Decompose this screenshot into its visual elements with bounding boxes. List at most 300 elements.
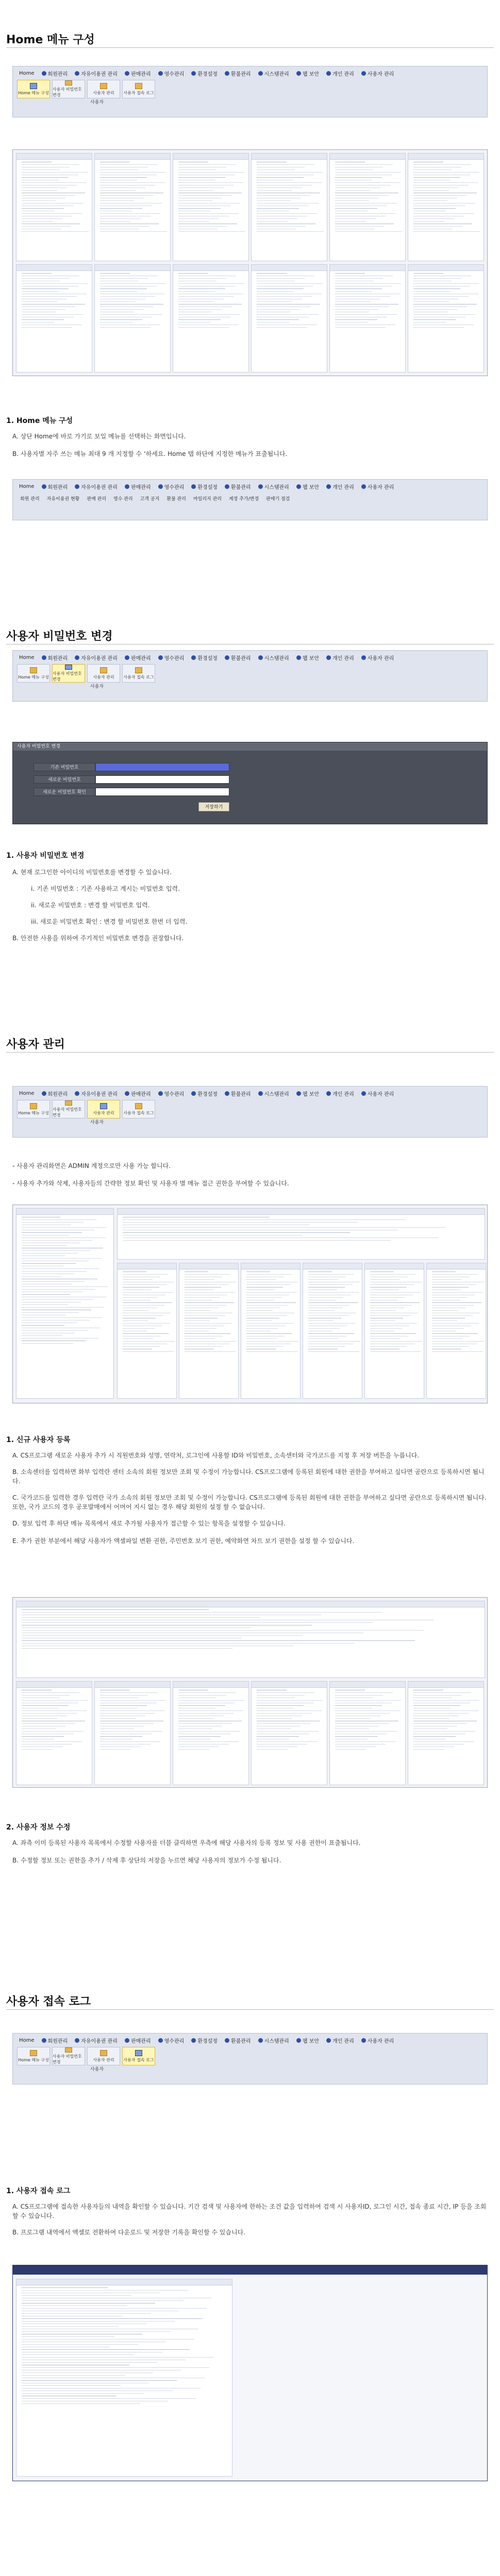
menu-home[interactable]: Home xyxy=(19,70,35,76)
menu-line xyxy=(257,322,289,323)
menu-item-7[interactable]: 웹 보안 xyxy=(294,2036,321,2045)
menu-line xyxy=(257,1728,291,1729)
menu-column xyxy=(16,2279,232,2477)
menu-item-0[interactable]: 회원관리 xyxy=(40,482,70,492)
menu-line xyxy=(100,1718,136,1719)
menu-line xyxy=(22,1609,209,1610)
folder-icon xyxy=(30,83,37,89)
menu-column xyxy=(16,1681,92,1785)
folder-icon xyxy=(65,80,72,86)
menu-item-3[interactable]: 영수관리 xyxy=(156,482,187,492)
menu-item-8[interactable]: 개인 관리 xyxy=(324,2036,356,2045)
menu-item-6[interactable]: 시스템관리 xyxy=(256,1089,291,1098)
users-bullet-1: - 사용자 관리화면은 ADMIN 계정으로만 사용 가능 합니다. xyxy=(12,1162,171,1170)
tab-password[interactable]: 사용자 비밀번호 변경 xyxy=(52,2047,85,2065)
menu-line xyxy=(413,314,475,315)
password-item-b: B. 안전한 사용을 위하여 주기적인 비밀번호 변경을 권장합니다. xyxy=(12,935,184,942)
log-menu-strip xyxy=(12,2033,488,2084)
menu-item-4[interactable]: 환경설정 xyxy=(189,1089,220,1098)
menu-line xyxy=(22,319,64,320)
menu-line xyxy=(22,1705,69,1706)
menu-line xyxy=(432,1302,481,1303)
menu-column xyxy=(251,1681,327,1785)
menu-line xyxy=(308,1338,339,1339)
menu-line xyxy=(413,1705,460,1706)
menu-line xyxy=(22,2349,190,2350)
menu-line xyxy=(257,1700,323,1701)
menu-item-7[interactable]: 웹 보안 xyxy=(294,653,321,663)
system-icon xyxy=(258,655,263,660)
menu-line xyxy=(335,1705,382,1706)
menu-line xyxy=(22,1741,82,1742)
menu-item-8[interactable]: 개인 관리 xyxy=(324,482,356,492)
menu-home[interactable]: Home xyxy=(19,1090,35,1096)
menu-line xyxy=(370,1346,407,1347)
menu-line xyxy=(185,1320,210,1321)
menu-line xyxy=(257,200,291,201)
menu-line xyxy=(370,1320,395,1321)
menu-line xyxy=(432,1292,482,1293)
menu-line xyxy=(178,309,222,310)
menu-line xyxy=(257,1718,292,1719)
menu-line xyxy=(22,1268,99,1269)
section-title-log: 사용자 접속 로그 xyxy=(6,1995,91,2008)
shortcut-4[interactable]: 고객 공지 xyxy=(140,497,160,502)
member-icon xyxy=(42,71,46,76)
menu-home[interactable]: Home xyxy=(19,2037,35,2043)
tab-home-menu[interactable]: Home 메뉴 구성 xyxy=(17,664,50,683)
log-item-b: B. 프로그램 내역에서 액셀로 전환하여 다운로드 및 저장한 기록을 확인할 수 있습니다. xyxy=(12,2229,245,2236)
menu-line xyxy=(308,1346,345,1347)
menu-line xyxy=(308,1302,358,1303)
old-password-row xyxy=(34,763,229,771)
menu-item-5[interactable]: 환불관리 xyxy=(223,482,253,492)
menu-column xyxy=(94,264,171,372)
menu-line xyxy=(185,1274,230,1275)
menu-line xyxy=(178,1710,243,1711)
tab-password[interactable]: 사용자 비밀번호 변경 xyxy=(52,1100,85,1118)
menu-line xyxy=(123,1240,391,1241)
menu-line xyxy=(178,1731,240,1732)
menu-item-4[interactable]: 환경설정 xyxy=(189,482,220,492)
folder-icon xyxy=(100,667,107,673)
menu-item-6[interactable]: 시스템관리 xyxy=(256,482,291,492)
folder-icon xyxy=(135,2050,142,2056)
column-header xyxy=(330,154,405,160)
personal-icon xyxy=(326,2038,331,2043)
tab-log[interactable]: 사용자 접속 로그 xyxy=(122,664,155,683)
menu-item-5[interactable]: 환불관리 xyxy=(223,1089,253,1098)
menu-line xyxy=(246,1297,281,1298)
menu-line xyxy=(335,208,377,209)
menu-line xyxy=(178,177,225,178)
menu-item-0[interactable]: 회원관리 xyxy=(40,1089,70,1098)
menu-column xyxy=(117,1208,485,1260)
menu-item-6[interactable]: 시스템관리 xyxy=(256,2036,291,2045)
menu-item-1[interactable]: 자유이용권 관리 xyxy=(73,482,120,492)
menu-line xyxy=(22,1304,68,1305)
column-header xyxy=(427,1263,486,1269)
menu-line xyxy=(178,322,211,323)
menu-line xyxy=(123,1323,170,1324)
menu-line xyxy=(22,226,71,227)
menu-item-9[interactable]: 사용자 관리 xyxy=(359,653,396,663)
menu-line xyxy=(178,327,229,328)
menu-line xyxy=(308,1328,340,1329)
menu-item-3[interactable]: 영수관리 xyxy=(156,69,187,78)
folder-icon xyxy=(135,83,142,89)
menu-line xyxy=(22,1648,232,1649)
menu-item-1[interactable]: 자유이용권 관리 xyxy=(73,2036,120,2045)
menu-line xyxy=(22,2344,138,2345)
menu-item-9[interactable]: 사용자 관리 xyxy=(359,1089,396,1098)
menu-item-4[interactable]: 환경설정 xyxy=(189,2036,220,2045)
menu-line xyxy=(22,1630,424,1631)
member-icon xyxy=(42,2038,46,2043)
menu-line xyxy=(185,1310,211,1311)
column-header xyxy=(173,1682,248,1688)
menu-line xyxy=(100,273,130,274)
menu-column xyxy=(241,1263,301,1399)
menu-line xyxy=(413,1718,449,1719)
tab-users[interactable]: 사용자 관리 xyxy=(87,2047,120,2065)
menu-line xyxy=(370,1351,421,1352)
menu-line xyxy=(432,1323,479,1324)
column-header xyxy=(252,265,327,271)
menu-line xyxy=(335,314,397,315)
menu-item-1[interactable]: 자유이용권 관리 xyxy=(73,69,120,78)
menu-item-2[interactable]: 판매관리 xyxy=(123,482,153,492)
menu-column xyxy=(173,264,249,372)
menu-line xyxy=(432,1328,464,1329)
menu-line xyxy=(413,1736,456,1737)
tab-home-menu[interactable]: Home 메뉴 구성 xyxy=(17,1100,50,1118)
menu-line xyxy=(178,218,219,219)
old-password-field[interactable] xyxy=(95,763,229,771)
menu-item-3[interactable]: 영수관리 xyxy=(156,2036,187,2045)
menu-item-0[interactable]: 회원관리 xyxy=(40,653,70,663)
menu-line xyxy=(22,1622,373,1623)
shortcut-8[interactable]: 판매기 점검 xyxy=(266,497,290,502)
menu-line xyxy=(100,213,160,214)
menu-line xyxy=(22,1294,70,1295)
column-header xyxy=(252,154,327,160)
menu-line xyxy=(22,2308,207,2309)
confirm-password-field[interactable] xyxy=(95,788,229,796)
sales-icon xyxy=(125,71,129,76)
menu-item-4[interactable]: 환경설정 xyxy=(189,653,220,663)
column-header xyxy=(16,2279,232,2285)
sales-icon xyxy=(125,1091,129,1096)
menu-line xyxy=(22,2362,157,2363)
divider xyxy=(6,2009,494,2010)
menu-line xyxy=(100,231,167,232)
menu-line xyxy=(100,1749,131,1750)
menu-line xyxy=(22,1258,101,1259)
tab-log[interactable]: 사용자 접속 로그 xyxy=(122,2047,155,2065)
access-log-screenshot xyxy=(12,2265,488,2481)
menu-item-3[interactable]: 영수관리 xyxy=(156,1089,187,1098)
tab-password[interactable]: 사용자 비밀번호 변경 xyxy=(52,80,85,98)
folder-icon xyxy=(135,1103,142,1109)
log-item-a: A. CS프로그램에 접속한 사용자들의 내역을 확인할 수 있습니다. 기간 검색 및 사용자에 한하는 조건 값을 입력하여 검색 시 사용자ID, 로그인 시간, 접속 종료 시간, IP 등을 조회할 수 있습니다. xyxy=(12,2203,487,2219)
menu-line xyxy=(123,1279,153,1280)
section-title-home: Home 메뉴 구성 xyxy=(6,33,95,46)
column-header xyxy=(118,1209,485,1215)
menu-column xyxy=(16,153,92,261)
menu-item-0[interactable]: 회원관리 xyxy=(40,2036,70,2045)
menu-line xyxy=(22,1232,82,1233)
menu-line xyxy=(432,1320,457,1321)
menu-line xyxy=(335,177,382,178)
menu-item-2[interactable]: 판매관리 xyxy=(123,653,153,663)
personal-icon xyxy=(326,71,331,76)
password-item-i: i. 기존 비밀번호 : 기존 사용하고 계시는 비밀번호 입력. xyxy=(31,885,180,892)
menu-item-2[interactable]: 판매관리 xyxy=(123,1089,153,1098)
section-title-password: 사용자 비밀번호 변경 xyxy=(6,630,113,643)
tab-log[interactable]: 사용자 접속 로그 xyxy=(122,1100,155,1118)
menu-line xyxy=(22,2326,119,2327)
menu-line xyxy=(257,1736,299,1737)
shortcut-0[interactable]: 회원 관리 xyxy=(20,497,40,502)
shortcut-5[interactable]: 환불 관리 xyxy=(166,497,186,502)
shortcut-1[interactable]: 자유이용권 현황 xyxy=(46,497,80,502)
column-header xyxy=(330,1682,405,1688)
sales-icon xyxy=(125,655,129,660)
menu-line xyxy=(100,1741,160,1742)
menu-line xyxy=(432,1315,473,1316)
column-header xyxy=(173,265,248,271)
menu-item-1[interactable]: 자유이용권 관리 xyxy=(73,653,120,663)
menu-line xyxy=(22,2380,177,2381)
menu-line xyxy=(123,1284,167,1285)
column-header xyxy=(303,1263,362,1269)
menu-line xyxy=(22,1343,73,1344)
menu-line xyxy=(308,1284,353,1285)
menu-line xyxy=(100,218,141,219)
menu-item-9[interactable]: 사용자 관리 xyxy=(359,69,396,78)
menu-line xyxy=(185,1279,214,1280)
menu-line xyxy=(308,1279,338,1280)
users-item-a: A. CS프로그램 새로운 사용자 추가 시 직원번호와 성명, 연락처, 로그인에 사용할 ID와 비밀번호, 소속센터와 국가코드를 지정 후 저장 버튼을 누릅니다. xyxy=(12,1452,420,1459)
menu-line xyxy=(308,1310,335,1311)
menu-line xyxy=(22,200,56,201)
menu-item-8[interactable]: 개인 관리 xyxy=(324,653,356,663)
column-header xyxy=(16,154,92,160)
menu-line xyxy=(178,213,239,214)
shortcut-6[interactable]: 마일리지 관리 xyxy=(193,497,222,502)
menu-line xyxy=(123,1320,148,1321)
menu-item-8[interactable]: 개인 관리 xyxy=(324,1089,356,1098)
menu-line xyxy=(185,1305,226,1306)
menu-line xyxy=(100,1731,162,1732)
menu-line xyxy=(100,203,162,204)
sub-caption: 사용자 xyxy=(90,100,104,105)
menu-line xyxy=(257,1749,288,1750)
menu-line xyxy=(335,1731,397,1732)
tab-users[interactable]: 사용자 관리 xyxy=(87,80,120,98)
home-shortcuts xyxy=(13,493,332,504)
column-header xyxy=(16,1209,113,1215)
web-icon xyxy=(296,71,301,76)
menu-line xyxy=(413,172,479,173)
menu-line xyxy=(413,221,444,222)
settings-icon xyxy=(191,2038,196,2043)
menu-line xyxy=(335,195,389,196)
menu-line xyxy=(178,1736,221,1737)
menu-line xyxy=(413,291,451,292)
menu-column xyxy=(173,1681,249,1785)
menu-line xyxy=(100,164,158,165)
menu-item-2[interactable]: 판매관리 xyxy=(123,69,153,78)
menu-line xyxy=(246,1292,297,1293)
menu-line xyxy=(370,1284,414,1285)
menu-item-7[interactable]: 웹 보안 xyxy=(294,1089,321,1098)
menu-line xyxy=(257,208,299,209)
menu-line xyxy=(100,296,155,297)
menu-line xyxy=(413,1741,474,1742)
menu-home[interactable]: Home xyxy=(19,483,35,489)
menu-item-6[interactable]: 시스템관리 xyxy=(256,69,291,78)
menu-line xyxy=(413,1731,475,1732)
menu-item-3[interactable]: 영수관리 xyxy=(156,653,187,663)
menu-line xyxy=(22,1749,53,1750)
menu-line xyxy=(370,1310,396,1311)
menu-line xyxy=(257,195,310,196)
menu-line xyxy=(257,314,319,315)
menu-line xyxy=(370,1279,400,1280)
menu-line xyxy=(123,1302,172,1303)
menu-line xyxy=(22,208,64,209)
menu-item-1[interactable]: 자유이용권 관리 xyxy=(73,1089,120,1098)
menu-line xyxy=(178,314,240,315)
menu-line xyxy=(22,291,59,292)
column-header xyxy=(95,265,170,271)
menu-line xyxy=(22,1723,75,1724)
menu-item-6[interactable]: 시스템관리 xyxy=(256,653,291,663)
menu-item-9[interactable]: 사용자 관리 xyxy=(359,2036,396,2045)
menu-item-5[interactable]: 환불관리 xyxy=(223,653,253,663)
menu-item-5[interactable]: 환불관리 xyxy=(223,2036,253,2045)
menu-line xyxy=(22,213,82,214)
menu-line xyxy=(335,1713,390,1714)
menu-line xyxy=(246,1338,277,1339)
menu-line xyxy=(178,1705,225,1706)
menu-item-0[interactable]: 회원관리 xyxy=(40,69,70,78)
menu-line xyxy=(22,1263,76,1264)
menu-line xyxy=(22,1276,61,1277)
menu-item-7[interactable]: 웹 보안 xyxy=(294,482,321,492)
menu-line xyxy=(123,1338,153,1339)
menu-line xyxy=(22,1240,92,1241)
menu-line xyxy=(123,1351,174,1352)
menu-line xyxy=(185,1333,230,1334)
password-item-iii: iii. 새로운 비밀번호 확인 : 변경 할 비밀번호 한번 더 입력. xyxy=(31,918,188,925)
home-heading: 1. Home 메뉴 구성 xyxy=(6,417,73,425)
menu-line xyxy=(22,1728,56,1729)
menu-line xyxy=(413,1710,478,1711)
web-icon xyxy=(296,1091,301,1096)
menu-line xyxy=(22,1700,88,1701)
menu-line xyxy=(22,1219,96,1220)
users-management-screenshot xyxy=(12,1205,488,1403)
menu-line xyxy=(22,1222,84,1223)
menu-item-4[interactable]: 환경설정 xyxy=(189,69,220,78)
menu-line xyxy=(335,1692,393,1693)
folder-icon xyxy=(100,2050,107,2056)
menu-line xyxy=(22,322,54,323)
menu-item-8[interactable]: 개인 관리 xyxy=(324,69,356,78)
tab-users[interactable]: 사용자 관리 xyxy=(87,664,120,683)
menu-line xyxy=(100,1713,155,1714)
menu-line xyxy=(100,309,144,310)
menu-line xyxy=(335,164,393,165)
menu-line xyxy=(413,296,469,297)
menu-item-2[interactable]: 판매관리 xyxy=(123,2036,153,2045)
user-icon xyxy=(361,2038,366,2043)
menu-home[interactable]: Home xyxy=(19,654,35,660)
menu-line xyxy=(22,1325,64,1326)
tab-password[interactable]: 사용자 비밀번호 변경 xyxy=(52,664,85,683)
settings-icon xyxy=(191,655,196,660)
menu-line xyxy=(413,273,443,274)
menu-line xyxy=(335,218,376,219)
sales-icon xyxy=(125,484,129,489)
menu-item-7[interactable]: 웹 보안 xyxy=(294,69,321,78)
menu-line xyxy=(257,213,317,214)
shortcut-7[interactable]: 계정 추가/변경 xyxy=(228,497,259,502)
folder-icon xyxy=(65,1100,72,1106)
menu-line xyxy=(100,226,149,227)
menu-line xyxy=(178,182,243,183)
menu-line xyxy=(22,2313,151,2314)
menu-line xyxy=(178,1718,214,1719)
menu-line xyxy=(246,1323,293,1324)
menu-line xyxy=(257,1741,317,1742)
sales-icon xyxy=(125,2038,129,2043)
menu-line xyxy=(100,301,136,302)
menu-column xyxy=(179,1263,239,1399)
menu-line xyxy=(178,1728,212,1729)
tab-home-menu[interactable]: Home 메뉴 구성 xyxy=(17,80,50,98)
tab-log[interactable]: 사용자 접속 로그 xyxy=(122,80,155,98)
menu-line xyxy=(257,296,312,297)
menu-line xyxy=(22,1617,260,1618)
menu-line xyxy=(100,1723,154,1724)
menu-item-5[interactable]: 환불관리 xyxy=(223,69,253,78)
receipt-icon xyxy=(158,484,163,489)
menu-line xyxy=(178,1713,234,1714)
menu-column xyxy=(408,264,484,372)
ticket-icon xyxy=(75,655,79,660)
system-icon xyxy=(258,2038,263,2043)
tab-users[interactable]: 사용자 관리 xyxy=(87,1100,120,1118)
shortcut-2[interactable]: 판매 관리 xyxy=(87,497,107,502)
tab-home-menu[interactable]: Home 메뉴 구성 xyxy=(17,2047,50,2065)
menu-line xyxy=(123,1328,155,1329)
menu-line xyxy=(413,309,457,310)
menu-line xyxy=(22,2331,170,2332)
shortcut-3[interactable]: 영수 관리 xyxy=(113,497,133,502)
menu-item-9[interactable]: 사용자 관리 xyxy=(359,482,396,492)
save-button[interactable]: 저장하기 xyxy=(198,802,229,811)
new-password-field[interactable] xyxy=(95,775,229,784)
divider xyxy=(6,644,494,645)
menu-line xyxy=(432,1279,462,1280)
menu-line xyxy=(22,2290,188,2291)
personal-icon xyxy=(326,484,331,489)
menu-line xyxy=(335,283,401,284)
